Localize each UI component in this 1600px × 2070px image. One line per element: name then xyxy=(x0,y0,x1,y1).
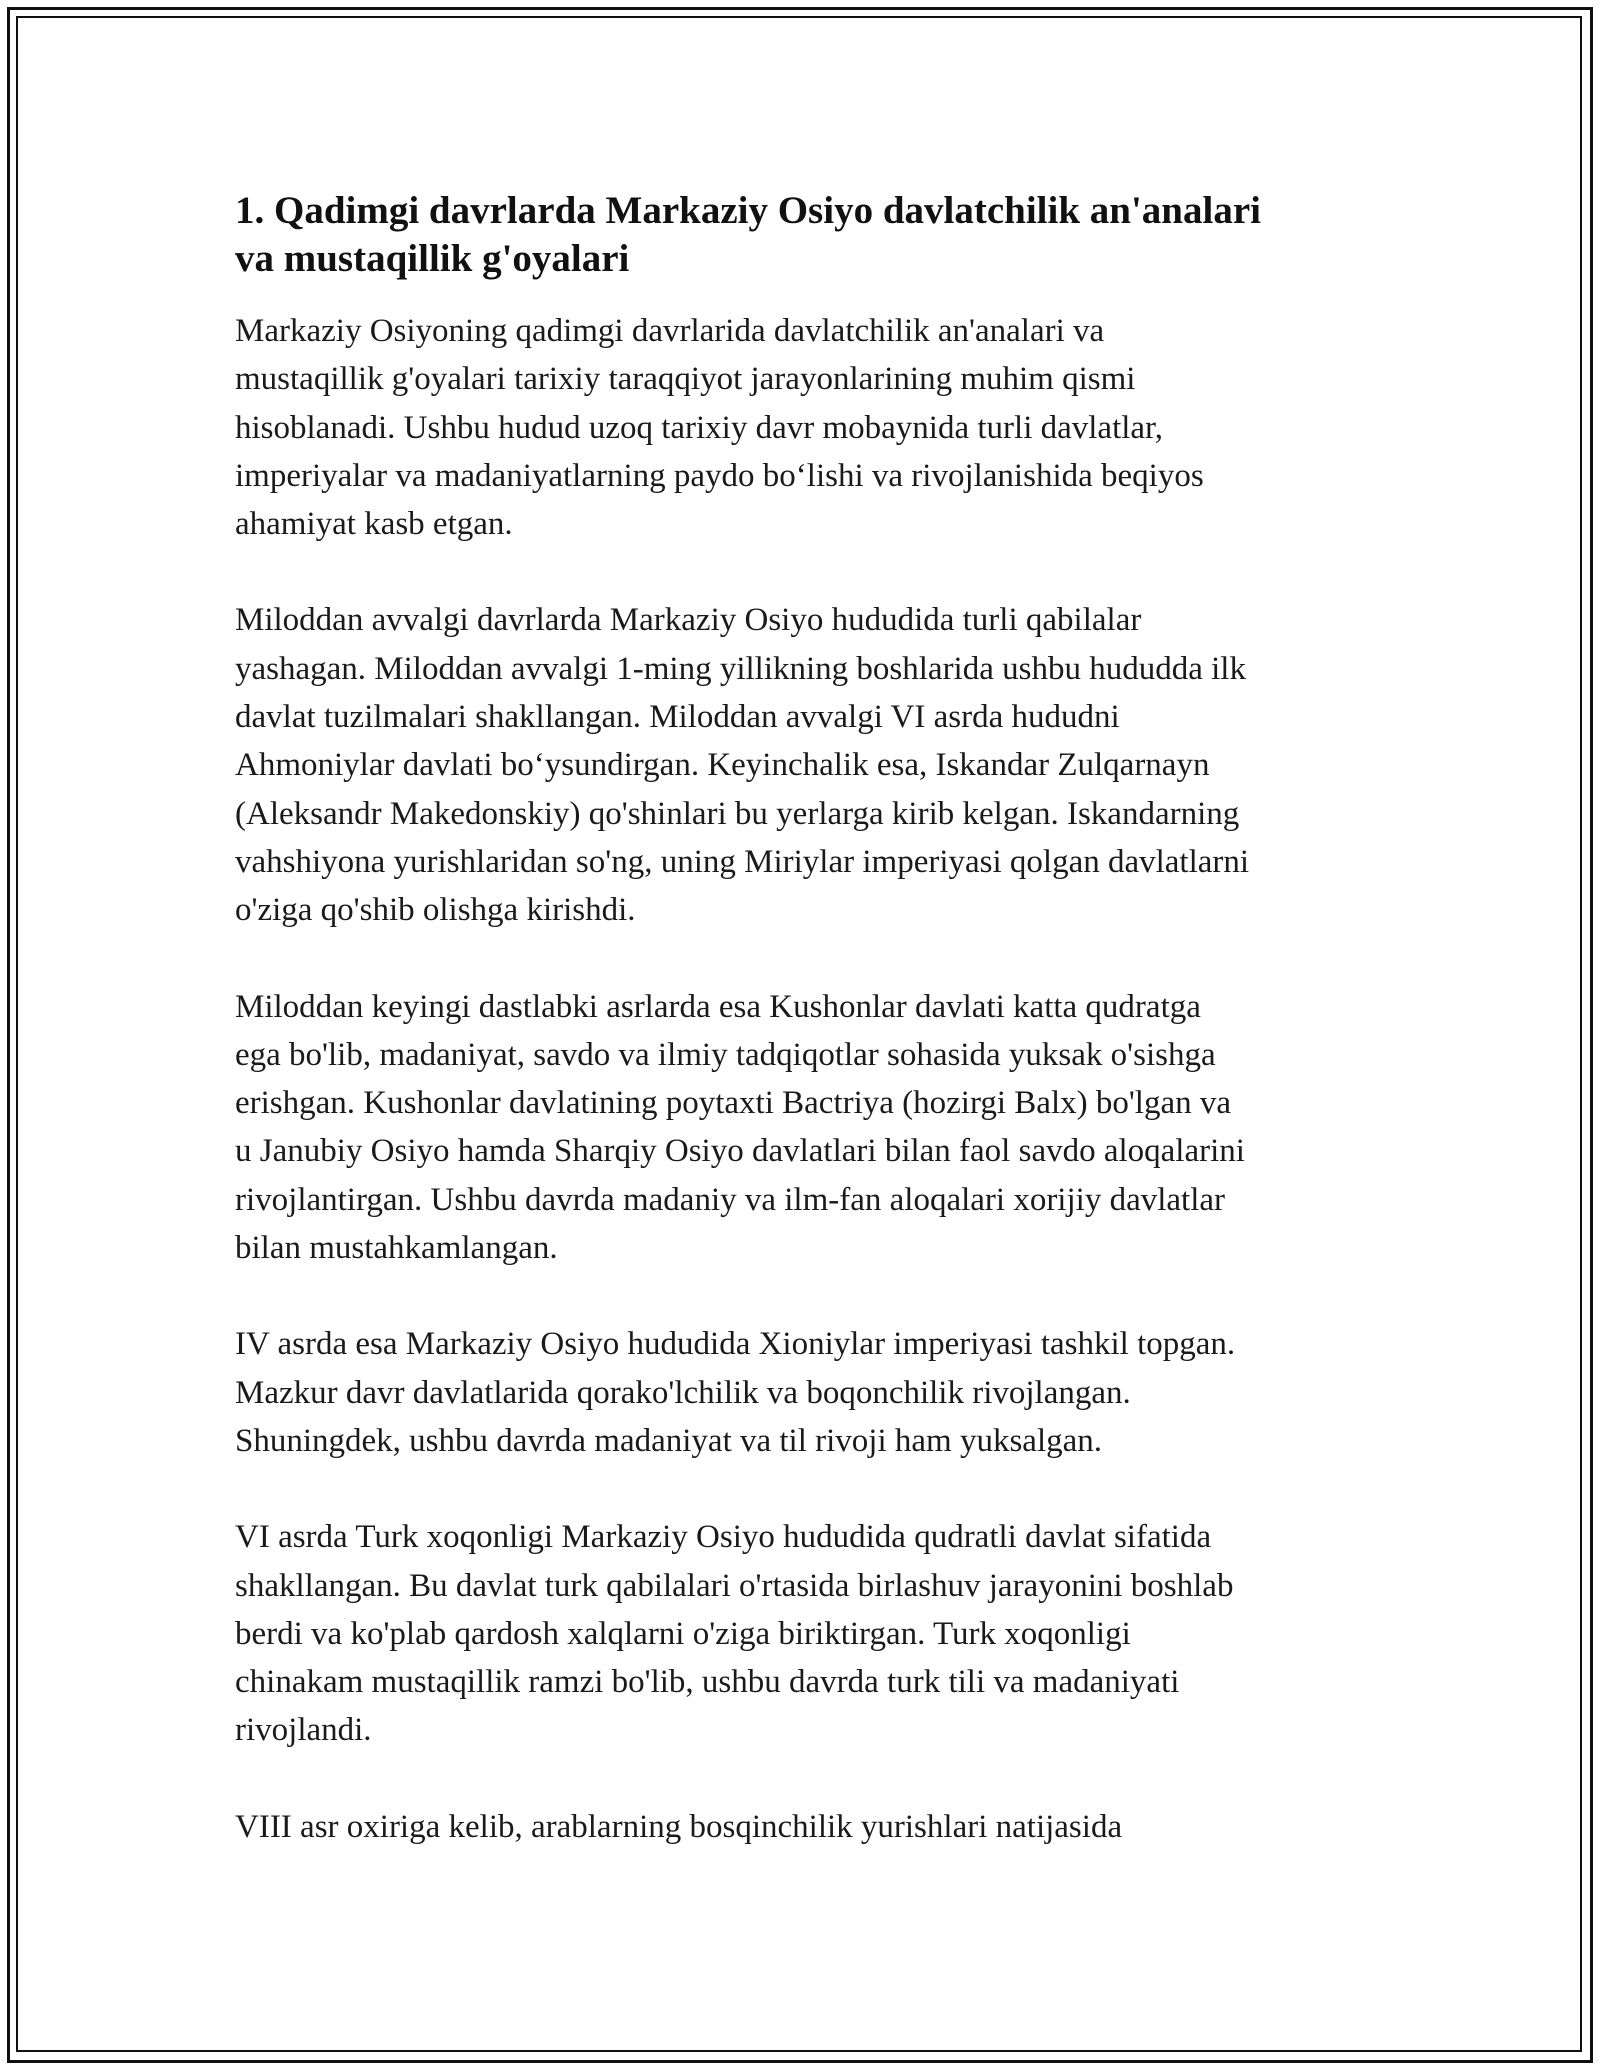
paragraph-line: Mazkur davr davlatlarida qorako'lchilik va boqonchilik rivojlangan. xyxy=(235,1374,1131,1411)
heading-line: va mustaqillik g'oyalari xyxy=(235,237,630,280)
paragraph-chionites xyxy=(235,1320,1385,1465)
paragraph-line: berdi va ko'plab qardosh xalqlarni o'ziga biriktirgan. Turk xoqonligi xyxy=(235,1615,1131,1652)
paragraph-line: vahshiyona yurishlaridan so'ng, uning Miriylar imperiyasi qolgan davlatlarni xyxy=(235,843,1250,880)
paragraph-line: o'ziga qo'shib olishga kirishdi. xyxy=(235,892,636,929)
paragraph-arab-conquest xyxy=(235,1803,1385,1851)
paragraph-line: imperiyalar va madaniyatlarning paydo bo‘lishi va rivojlanishida beqiyos xyxy=(235,457,1204,494)
paragraph-line: Miloddan avvalgi davrlarda Markaziy Osiyo hududida turli qabilalar xyxy=(235,602,1142,639)
paragraph-line: (Aleksandr Makedonskiy) qo'shinlari bu yerlarga kirib kelgan. Iskandarning xyxy=(235,795,1240,832)
paragraph-line: ega bo'lib, madaniyat, savdo va ilmiy tadqiqotlar sohasida yuksak o'sishga xyxy=(235,1036,1216,1073)
paragraph-turkic-khaganate xyxy=(235,1513,1385,1754)
paragraph-line: rivojlandi. xyxy=(235,1712,372,1749)
paragraph-line: Miloddan keyingi dastlabki asrlarda esa Kushonlar davlati katta qudratga xyxy=(235,988,1201,1025)
paragraph-line: rivojlantirgan. Ushbu davrda madaniy va ilm-fan aloqalari xorijiy davlatlar xyxy=(235,1181,1225,1218)
paragraph-line: Ahmoniylar davlati bo‘ysundirgan. Keyinchalik esa, Iskandar Zulqarnayn xyxy=(235,747,1210,784)
section-heading xyxy=(235,187,1365,283)
paragraph-line: chinakam mustaqillik ramzi bo'lib, ushbu davrda turk tili va madaniyati xyxy=(235,1664,1180,1701)
paragraph-intro xyxy=(235,307,1385,548)
paragraph-line: erishgan. Kushonlar davlatining poytaxti Bactriya (hozirgi Balx) bo'lgan va xyxy=(235,1085,1232,1122)
paragraph-line: u Janubiy Osiyo hamda Sharqiy Osiyo davlatlari bilan faol savdo aloqalarini xyxy=(235,1133,1245,1170)
document-body xyxy=(235,187,1385,1851)
paragraph-line: yashagan. Miloddan avvalgi 1-ming yillikning boshlarida ushbu hududda ilk xyxy=(235,650,1246,687)
paragraph-line: VIII asr oxiriga kelib, arablarning bosqinchilik yurishlari natijasida xyxy=(235,1808,1123,1845)
paragraph-line: davlat tuzilmalari shakllangan. Miloddan avvalgi VI asrda hududni xyxy=(235,699,1120,736)
paragraph-line: shakllangan. Bu davlat turk qabilalari o'rtasida birlashuv jarayonini boshlab xyxy=(235,1567,1234,1604)
paragraph-line: Markaziy Osiyoning qadimgi davrlarida davlatchilik an'analari va xyxy=(235,313,1105,349)
paragraph-line: mustaqillik g'oyalari tarixiy taraqqiyot jarayonlarining muhim qismi xyxy=(235,361,1136,398)
paragraph-bc-period xyxy=(235,596,1385,934)
paragraph-line: hisoblanadi. Ushbu hudud uzoq tarixiy davr mobaynida turli davlatlar, xyxy=(235,409,1163,446)
heading-line: 1. Qadimgi davrlarda Markaziy Osiyo davlatchilik an'analari xyxy=(235,189,1261,232)
paragraph-line: Shuningdek, ushbu davrda madaniyat va til rivoji ham yuksalgan. xyxy=(235,1422,1103,1459)
paragraph-line: bilan mustahkamlangan. xyxy=(235,1230,558,1267)
paragraph-line: IV asrda esa Markaziy Osiyo hududida Xioniylar imperiyasi tashkil topgan. xyxy=(235,1326,1236,1363)
paragraph-line: VI asrda Turk xoqonligi Markaziy Osiyo hududida qudratli davlat sifatida xyxy=(235,1519,1212,1556)
paragraph-line: ahamiyat kasb etgan. xyxy=(235,506,513,543)
paragraph-kushan xyxy=(235,983,1385,1273)
